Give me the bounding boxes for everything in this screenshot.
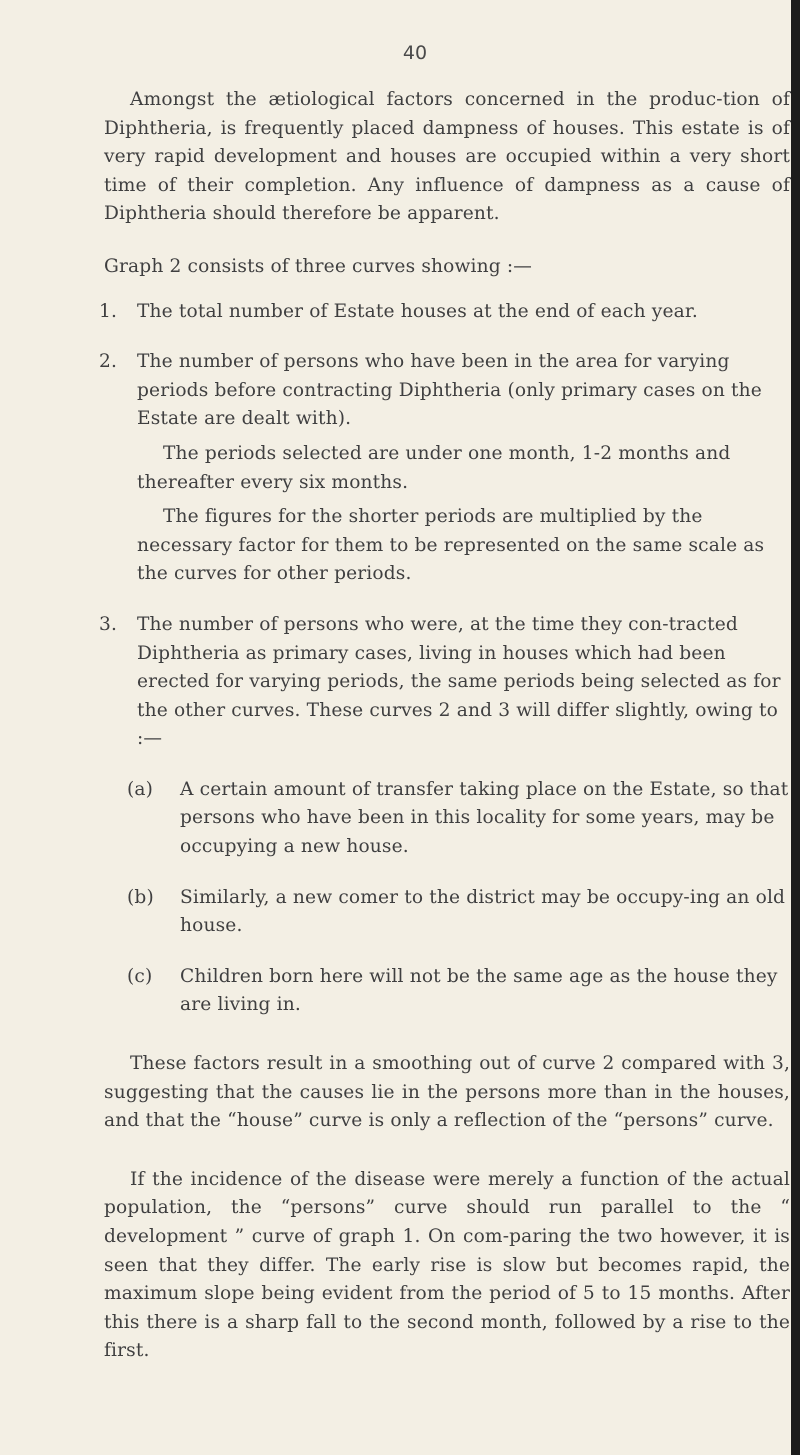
page-number: 40 — [402, 42, 428, 64]
list-item-text: The total number of Estate houses at the end of each year. — [137, 300, 698, 322]
sub-item-c — [104, 963, 790, 1020]
list-item-note: The periods selected are under one month, 1-2 months and thereafter every six months. — [137, 442, 731, 493]
conclusion-paragraph: These factors result in a smoothing out of curve 2 compared with 3, suggesting that the causes lie in the persons more than in the houses, and that the “house” curve is only a reflection of the “persons” curve. — [104, 1053, 790, 1132]
sub-item-a — [104, 776, 790, 862]
sub-item-b — [104, 884, 790, 941]
list-item-1 — [99, 298, 790, 327]
graph-intro-text: Graph 2 consists of three curves showing :— — [104, 255, 533, 277]
list-item-number: 1. — [99, 300, 118, 322]
list-item-3 — [99, 611, 790, 754]
sub-item-text: A certain amount of transfer taking place on the Estate, so that persons who have been in this locality for some years, may be occupying a new house. — [180, 778, 789, 858]
list-item-number: 3. — [99, 613, 118, 635]
sub-item-text: Children born here will not be the same age as the house they are living in. — [180, 965, 778, 1016]
list-item-text: The number of persons who were, at the time they con-tracted Diphtheria as primary cases, living in houses which had been erected for varying periods, the same periods being selected as for the other curves. These curves 2 and 3 will differ slightly, owing to :— — [137, 613, 781, 750]
list-item-note: The figures for the shorter periods are multiplied by the necessary factor for them to be represented on the same scale as the curves for other periods. — [137, 506, 765, 585]
list-item-2 — [99, 348, 790, 589]
graph-intro-paragraph — [104, 253, 790, 282]
final-paragraph: If the incidence of the disease were merely a function of the actual population, the “persons” curve should run parallel to the “ development ” curve of graph 1. On com-paring the two however, it is seen that they differ. The early rise is slow but becomes rapid, the maximum slope being evident from the period of 5 to 15 months. After this there is a sharp fall to the second month, followed by a rise to the first. — [104, 1168, 790, 1362]
intro-paragraph: Amongst the ætiological factors concerned in the produc-tion of Diphtheria, is frequently placed dampness of houses. This estate is of very rapid development and houses are occupied within a very short time of their completion. Any influence of dampness as a cause of Diphtheria should therefore be apparent. — [104, 89, 790, 225]
sub-item-label: (a) — [127, 778, 154, 800]
body-text — [99, 86, 790, 1366]
sub-item-text: Similarly, a new comer to the district may be occupy-ing an old house. — [180, 886, 786, 937]
sub-item-label: (b) — [127, 886, 154, 908]
list-item-text: The number of persons who have been in the area for varying periods before contracting Diphtheria (only primary cases on the Estate are dealt with). — [137, 351, 762, 430]
sub-item-label: (c) — [127, 965, 153, 987]
list-item-number: 2. — [99, 351, 118, 373]
page-edge — [791, 0, 800, 1455]
